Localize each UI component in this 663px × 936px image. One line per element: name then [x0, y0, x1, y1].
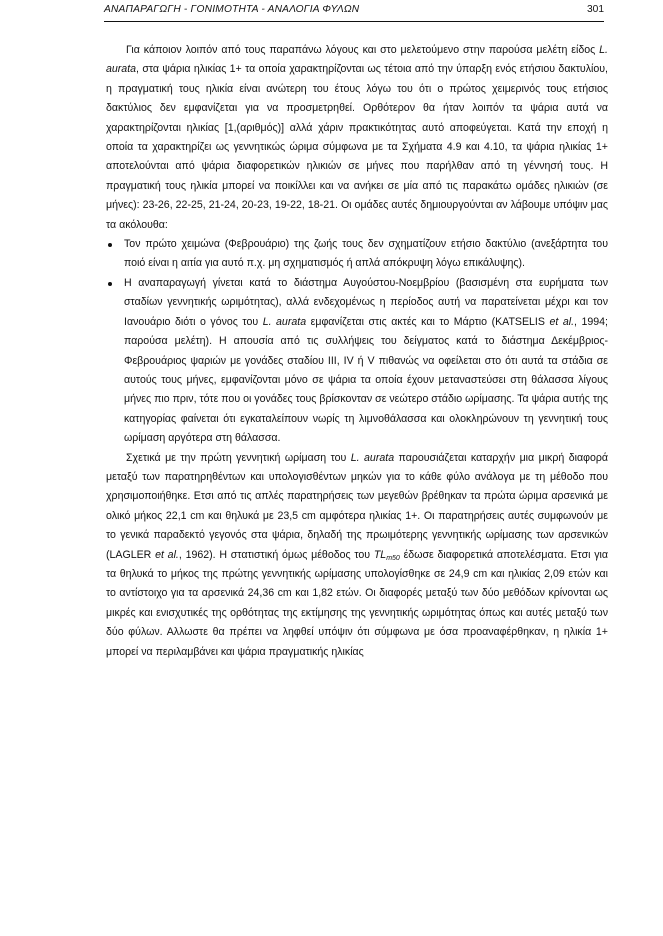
body-text	[106, 41, 608, 662]
paragraph-1: Για κάποιον λοιπόν από τους παραπάνω λόγους και στο μελετούμενο στην παρούσα μελέτη είδος L. aurata, στα ψάρια ηλικίας 1+ τα οποία χαρακτηρίζονται ως τέτοια από την ύπαρξη ενός ετήσιου δακτυλίου, η πραγματική τους ηλικία είναι ανώτερη του έτους λόγω του ότι ο πρώτος χειμερινός τους ετήσιος δακτύλιος δεν εμφανίζεται για να προσμετρηθεί. Ορθότερον θα ήταν λοιπόν τα ψάρια αυτά να χαρακτηρίζονται ηλικίας [1,(αριθμός)] αλλά χάριν πρακτικότητας αυτό αποφεύγεται. Κατά την εποχή η οποία τα χαρακτηρίζει ως γεννητικώς ώριμα σύμφωνα με τα Σχήματα 4.9 και 4.10, τα ψάρια ηλικίας 1+ αποτελούνται από ψάρια διαφορετικών ηλικιών σε μήνες που παρήλθαν από τη γέννησή τους. Η πραγματική τους ηλικία μπορεί να ποικίλλει και να ανήκει σε μία από τις παρακάτω ομάδες ηλικιών (σε μήνες): 23-26, 22-25, 21-24, 20-23, 19-22, 18-21. Οι ομάδες αυτές δημιουργούνται αν λάβουμε υπόψιν μας τα ακόλουθα:	[106, 44, 608, 231]
species-name: L. aurata	[106, 44, 608, 76]
tl-subscript: m50	[386, 554, 400, 562]
bullet-dot-icon	[108, 243, 112, 247]
et-al: et al.	[549, 315, 575, 328]
et-al: et al.	[155, 548, 179, 561]
page-number: 301	[587, 4, 604, 15]
tl-symbol: $TL_{m50}$	[373, 548, 400, 562]
bullet-dot-icon	[108, 282, 112, 286]
bullet-list	[106, 235, 608, 448]
paragraph-2: Σχετικά με την πρώτη γεννητική ωρίμαση του L. aurata παρουσιάζεται καταρχήν μια μικρή διαφορά μεταξύ των παρατηρηθέντων και υπολογισθέντων μηκών για το κάθε φύλο ανάλογα με τη μέθοδο που χρησιμοποιήθηκε. Ετσι από τις απλές παρατηρήσεις των μεγεθών βρέθηκαν τα πρώτα ώριμα αρσενικά με ολικό μήκος 22,1 cm και θηλυκά με 23,5 cm αμφότερα ηλικίας 1+. Οι παρατηρήσεις αυτές συμφωνούν με το γενικά παραδεκτό γεγονός στα ψάρια, δηλαδή της πρωιμότερης γεννητικής ωρίμασης των αρσενικών (LAGLER et al., 1962). Η στατιστική όμως μέθοδος του $TL_{m50}$ έδωσε διαφορετικά αποτελέσματα. Ετσι για τα θηλυκά το μήκος της πρώτης γεννητικής ωρίμασης υπολογίσθηκε σε 24,9 cm και ηλικίας 2,09 ετών και το αντίστοιχο για τα αρσενικά 24,36 cm και 1,82 ετών. Οι διαφορές μεταξύ των δύο μεθόδων κρίνονται ως μικρές και ενισχυτικές της ορθότητας της εκτίμησης της γεννητικής ωριμότητας όπως και αυτές μεταξύ των δύο φύλων. Αλλωστε θα πρέπει να ληφθεί υπόψιν ότι σύμφωνα με όσα προαναφέρθηκαν, η ηλικία 1+ μπορεί να περιλαμβάνει και ψάρια πραγματικής ηλικίας	[106, 451, 609, 658]
bullet-item-1: Τον πρώτο χειμώνα (Φεβρουάριο) της ζωής τους δεν σχηματίζουν ετήσιο δακτύλιο (ανεξάρτητα του ποιό είναι η αιτία για αυτό π.χ. μη σχηματισμός ή απλά απόκρυψη λόγω επικάλυψης).	[106, 235, 608, 274]
running-header	[104, 3, 604, 22]
species-name: L. aurata	[350, 451, 395, 464]
header-title: ΑΝΑΠΑΡΑΓΩΓΗ - ΓΟΝΙΜΟΤΗΤΑ - ΑΝΑΛΟΓΙΑ ΦΥΛΩΝ	[104, 4, 360, 15]
bullet-item-2: Η αναπαραγωγή γίνεται κατά το διάστημα Αυγούστου-Νοεμβρίου (βασισμένη στα ευρήματα των σταδίων γεννητικής ωριμότητας), αλλά ενδεχομένως η περίοδος αυτή να παρατείνεται μέχρι και τον Ιανουάριο διότι ο γόνος του L. aurata εμφανίζεται στις ακτές και το Μάρτιο (KATSELIS et al., 1994; παρούσα μελέτη). Η απουσία από τις συλλήψεις του δείγματος κατά το διάστημα Δεκέμβριος-Φεβρουάριος ψαριών με γονάδες σταδίου III, IV ή V πιθανώς να οφείλεται στο ότι αυτά τα στάδια σε αυτούς τους μήνες, εμφανίζονται μόνο σε ψάρια τα οποία έχουν μεταναστεύσει στη θάλασσα λίγους μήνες πιο πριν, τότε που οι γονάδες τους βρίσκονταν σε νεώτερο στάδιο ωρίμασης. Τα ψάρια αυτής της κατηγορίας φαίνεται ότι εγκαταλείπουν νωρίς τη λιμνοθάλασσα και ολοκληρώνουν τη γεννητική τους ωρίμαση αργότερα στη θάλασσα.	[106, 274, 608, 449]
species-name: L. aurata	[262, 315, 307, 328]
